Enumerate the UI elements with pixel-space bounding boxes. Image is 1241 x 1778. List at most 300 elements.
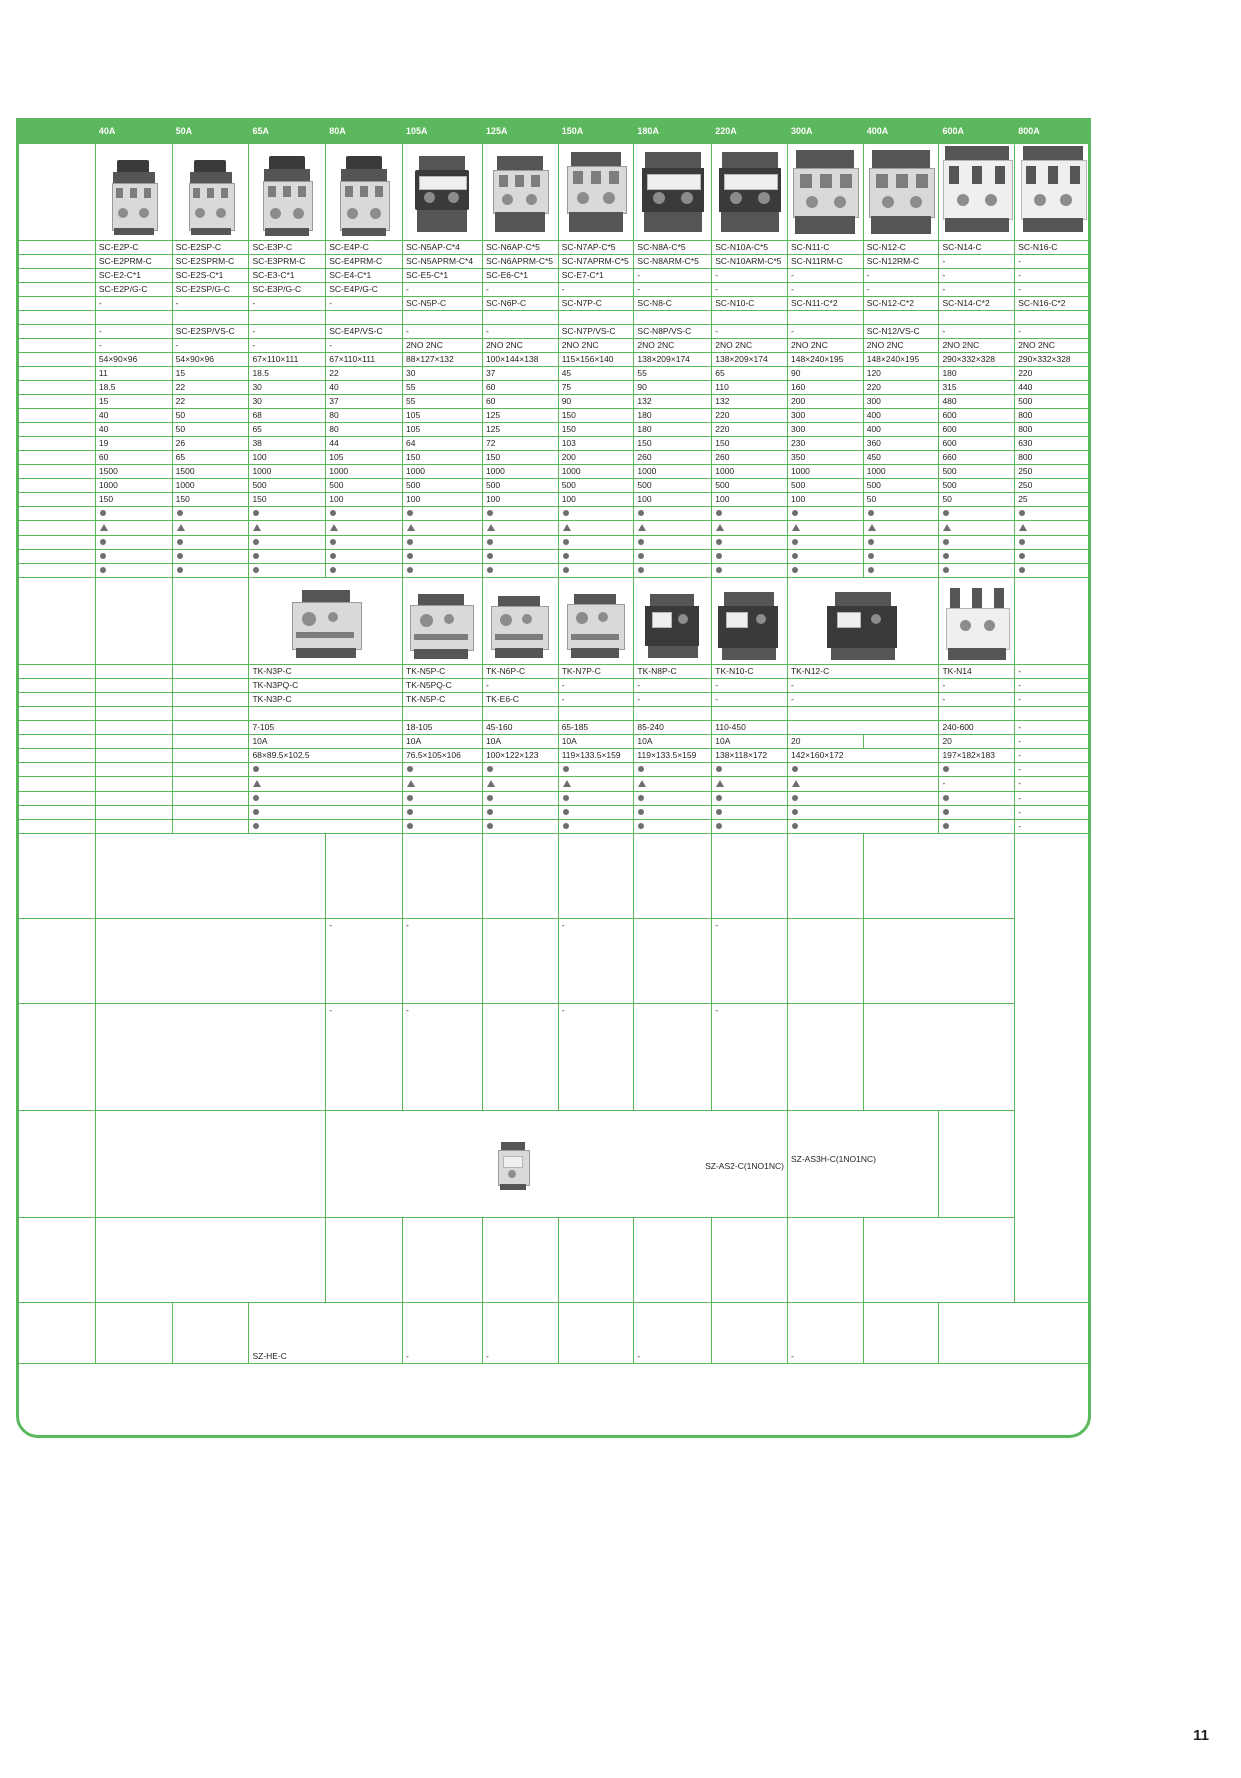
marker-cell xyxy=(326,521,403,536)
cell: 40 xyxy=(95,423,172,437)
table-row xyxy=(17,311,1091,325)
cell xyxy=(172,693,249,707)
filled-circle-icon xyxy=(716,795,722,801)
cell xyxy=(172,679,249,693)
triangle-icon xyxy=(792,780,800,787)
filled-circle-icon xyxy=(716,766,722,772)
cell xyxy=(95,707,172,721)
cell: 22 xyxy=(172,381,249,395)
cell: 44 xyxy=(326,437,403,451)
relay-row xyxy=(17,749,1091,763)
triangle-icon xyxy=(638,524,646,531)
aux-blank-left xyxy=(95,1111,325,1218)
cell: 250 xyxy=(1015,479,1091,493)
header-col-80a: 80A xyxy=(326,119,403,144)
row-label xyxy=(17,381,96,395)
marker-cell xyxy=(787,820,938,834)
filled-circle-icon xyxy=(407,567,413,573)
cell: SC-N12/VS-C xyxy=(863,325,939,339)
filled-circle-icon xyxy=(638,795,644,801)
cell: 100 xyxy=(634,493,712,507)
cell: SC-N6APRM-C*5 xyxy=(482,255,558,269)
cell: 37 xyxy=(482,367,558,381)
cell: 230 xyxy=(787,437,863,451)
marker-cell xyxy=(939,792,1015,806)
cell: 125 xyxy=(482,409,558,423)
cell: SC-N7P/VS-C xyxy=(558,325,634,339)
cell: 150 xyxy=(249,493,326,507)
cell: - xyxy=(863,283,939,297)
row-label xyxy=(17,269,96,283)
marker-cell xyxy=(482,507,558,521)
relay-row xyxy=(17,679,1091,693)
row-label xyxy=(17,353,96,367)
filled-circle-icon xyxy=(1019,567,1025,573)
cell: - xyxy=(939,269,1015,283)
marker-cell xyxy=(634,820,712,834)
cell: 65 xyxy=(249,423,326,437)
accessory-cell xyxy=(634,1004,712,1111)
cell: TK-N12-C xyxy=(787,665,938,679)
relay-photo-label xyxy=(17,578,96,665)
row-label xyxy=(17,1004,96,1111)
cell: 150 xyxy=(634,437,712,451)
cell: 50 xyxy=(172,409,249,423)
marker-cell xyxy=(712,792,788,806)
marker-cell xyxy=(558,763,634,777)
row-label xyxy=(17,409,96,423)
cell: 440 xyxy=(1015,381,1091,395)
cell xyxy=(95,1303,172,1364)
row-label xyxy=(17,665,96,679)
contactor-image-400a xyxy=(863,144,939,241)
cell: 1000 xyxy=(712,465,788,479)
cell xyxy=(482,311,558,325)
row-label xyxy=(17,792,96,806)
cell: SC-E7-C*1 xyxy=(558,269,634,283)
cell: - xyxy=(712,325,788,339)
cell: SC-N14-C xyxy=(939,241,1015,255)
relay-row xyxy=(17,735,1091,749)
cell: 500 xyxy=(558,479,634,493)
cell: 350 xyxy=(787,451,863,465)
cell: 138×118×172 xyxy=(712,749,788,763)
cell: - xyxy=(939,255,1015,269)
cell: 67×110×111 xyxy=(326,353,403,367)
table-row xyxy=(17,381,1091,395)
cell: SC-E2SPRM-C xyxy=(172,255,249,269)
filled-circle-icon xyxy=(716,809,722,815)
marker-cell xyxy=(787,564,863,578)
marker-cell xyxy=(482,536,558,550)
relay-photo-blank-40a xyxy=(95,578,172,665)
marker-cell xyxy=(558,777,634,792)
cell: 11 xyxy=(95,367,172,381)
marker-cell: - xyxy=(1015,806,1091,820)
relay-image-tk-n7p xyxy=(558,578,634,665)
marker-cell xyxy=(172,806,249,820)
cell: 1000 xyxy=(95,479,172,493)
triangle-icon xyxy=(177,524,185,531)
relay-image-tk-n5p xyxy=(403,578,483,665)
cell xyxy=(95,721,172,735)
table-row xyxy=(17,269,1091,283)
cell: 100×122×123 xyxy=(482,749,558,763)
cell: 80 xyxy=(326,409,403,423)
cell: - xyxy=(482,1303,558,1364)
marker-cell xyxy=(787,536,863,550)
cell: TK-N3P-C xyxy=(249,665,403,679)
cell: 60 xyxy=(95,451,172,465)
row-label xyxy=(17,367,96,381)
marker-cell xyxy=(634,550,712,564)
table-row xyxy=(17,409,1091,423)
cell: - xyxy=(634,693,712,707)
cell: - xyxy=(787,679,938,693)
contactor-image-600a xyxy=(939,144,1015,241)
cell: 64 xyxy=(403,437,483,451)
row-label xyxy=(17,763,96,777)
cell: - xyxy=(634,1303,712,1364)
cell: - xyxy=(403,325,483,339)
row-label xyxy=(17,550,96,564)
table-row xyxy=(17,325,1091,339)
cell xyxy=(249,707,403,721)
cell: SC-E2SP-C xyxy=(172,241,249,255)
filled-circle-icon xyxy=(487,809,493,815)
filled-circle-icon xyxy=(100,510,106,516)
filled-circle-icon xyxy=(943,567,949,573)
cell: 50 xyxy=(172,423,249,437)
cell: 300 xyxy=(863,395,939,409)
cell: 180 xyxy=(634,423,712,437)
marker-cell xyxy=(482,792,558,806)
table-row xyxy=(17,353,1091,367)
cell: SC-E2SP/VS-C xyxy=(172,325,249,339)
cell: 132 xyxy=(634,395,712,409)
cell: 260 xyxy=(634,451,712,465)
cell: 220 xyxy=(1015,367,1091,381)
table-row xyxy=(17,479,1091,493)
row-label xyxy=(17,465,96,479)
marker-cell xyxy=(558,806,634,820)
cell: 150 xyxy=(712,437,788,451)
contactor-photo-row xyxy=(17,144,1091,241)
cell xyxy=(558,311,634,325)
cell: 300 xyxy=(787,423,863,437)
filled-circle-icon xyxy=(100,553,106,559)
row-label xyxy=(17,564,96,578)
cell: SC-E4PRM-C xyxy=(326,255,403,269)
cell xyxy=(558,707,634,721)
marker-cell xyxy=(939,564,1015,578)
cell: 19 xyxy=(95,437,172,451)
cell xyxy=(403,311,483,325)
cell: TK-N5P-C xyxy=(403,693,483,707)
cell: 150 xyxy=(95,493,172,507)
marker-cell xyxy=(172,820,249,834)
cell: 110-450 xyxy=(712,721,788,735)
marker-cell xyxy=(403,763,483,777)
contactor-image-40a xyxy=(95,144,172,241)
marker-cell xyxy=(787,806,938,820)
marker-cell xyxy=(787,521,863,536)
table-header-row xyxy=(17,119,1091,144)
row-label xyxy=(17,919,96,1004)
marker-cell xyxy=(939,507,1015,521)
header-col-65a: 65A xyxy=(249,119,326,144)
row-label xyxy=(17,423,96,437)
cell: SC-E2SP/G-C xyxy=(172,283,249,297)
marker-cell xyxy=(634,806,712,820)
accessory-cell: - xyxy=(326,1004,403,1111)
cell: SC-N10-C xyxy=(712,297,788,311)
relay-photo-blank-800a xyxy=(1015,578,1091,665)
cell xyxy=(95,311,172,325)
accessory-cell: - xyxy=(712,1004,788,1111)
cell: SC-E4P-C xyxy=(326,241,403,255)
accessory-cell xyxy=(634,919,712,1004)
contactor-image-50a xyxy=(172,144,249,241)
relay-marker-row xyxy=(17,820,1091,834)
filled-circle-icon xyxy=(253,567,259,573)
cell: - xyxy=(1015,693,1091,707)
relay-marker-row xyxy=(17,792,1091,806)
row-label xyxy=(17,493,96,507)
cell: 105 xyxy=(326,451,403,465)
row-label xyxy=(17,437,96,451)
cell: 800 xyxy=(1015,451,1091,465)
marker-cell: - xyxy=(939,777,1015,792)
row-label xyxy=(17,679,96,693)
accessory-cell: - xyxy=(558,1004,634,1111)
cell: 80 xyxy=(326,423,403,437)
relay-row xyxy=(17,693,1091,707)
cell xyxy=(634,311,712,325)
cell: - xyxy=(787,325,863,339)
marker-cell xyxy=(482,550,558,564)
cell: 1000 xyxy=(482,465,558,479)
filled-circle-icon xyxy=(563,823,569,829)
cell: SC-E3-C*1 xyxy=(249,269,326,283)
marker-cell xyxy=(403,777,483,792)
cell: 1500 xyxy=(172,465,249,479)
header-col-180a: 180A xyxy=(634,119,712,144)
filled-circle-icon xyxy=(487,823,493,829)
cell: TK-N5PQ-C xyxy=(403,679,483,693)
accessory-cell: - xyxy=(326,919,403,1004)
cell: 1000 xyxy=(634,465,712,479)
filled-circle-icon xyxy=(716,567,722,573)
cell: 800 xyxy=(1015,423,1091,437)
cell: SC-N11-C xyxy=(787,241,863,255)
accessory-cell xyxy=(787,834,863,919)
marker-cell xyxy=(939,806,1015,820)
triangle-icon xyxy=(100,524,108,531)
row-label xyxy=(17,507,96,521)
cell: - xyxy=(1015,679,1091,693)
marker-cell xyxy=(712,564,788,578)
cell: 500 xyxy=(403,479,483,493)
filled-circle-icon xyxy=(563,539,569,545)
cell: 500 xyxy=(787,479,863,493)
aux-sz-as3h-cell xyxy=(787,1111,938,1218)
marker-cell xyxy=(558,521,634,536)
cell: 200 xyxy=(558,451,634,465)
cell xyxy=(558,1303,634,1364)
aux-sz-as2-cell xyxy=(326,1111,788,1218)
cell: 119×133.5×159 xyxy=(558,749,634,763)
marker-cell xyxy=(326,536,403,550)
cell: 10A xyxy=(482,735,558,749)
cell: TK-N10-C xyxy=(712,665,788,679)
cell: 18.5 xyxy=(95,381,172,395)
table-row xyxy=(17,423,1091,437)
cell: 150 xyxy=(482,451,558,465)
triangle-icon xyxy=(487,780,495,787)
filled-circle-icon xyxy=(868,510,874,516)
cell: 197×182×183 xyxy=(939,749,1015,763)
cell: SC-N8-C xyxy=(634,297,712,311)
cell: - xyxy=(939,693,1015,707)
accessory-blank-left xyxy=(95,919,325,1004)
relay-image-tk-n3p xyxy=(249,578,403,665)
cell: 7-105 xyxy=(249,721,403,735)
table-row xyxy=(17,437,1091,451)
marker-cell xyxy=(326,564,403,578)
cell: 72 xyxy=(482,437,558,451)
cell: 2NO 2NC xyxy=(558,339,634,353)
cell: - xyxy=(558,679,634,693)
relay-image-tk-n8p xyxy=(634,578,712,665)
filled-circle-icon xyxy=(253,823,259,829)
cell: 1000 xyxy=(558,465,634,479)
filled-circle-icon xyxy=(1019,539,1025,545)
cell: 260 xyxy=(712,451,788,465)
filled-circle-icon xyxy=(100,567,106,573)
marker-cell xyxy=(95,507,172,521)
cell: 290×332×328 xyxy=(1015,353,1091,367)
cell xyxy=(787,311,863,325)
cell: 45-160 xyxy=(482,721,558,735)
cell: - xyxy=(863,269,939,283)
table-row xyxy=(17,283,1091,297)
cell: 10A xyxy=(403,735,483,749)
filled-circle-icon xyxy=(1019,510,1025,516)
cell: 67×110×111 xyxy=(249,353,326,367)
cell xyxy=(172,707,249,721)
cell: 600 xyxy=(939,423,1015,437)
cell: - xyxy=(1015,749,1091,763)
cell: 115×156×140 xyxy=(558,353,634,367)
filled-circle-icon xyxy=(638,823,644,829)
cell: 119×133.5×159 xyxy=(634,749,712,763)
cell: 1000 xyxy=(326,465,403,479)
accessory-row xyxy=(17,834,1091,919)
marker-cell xyxy=(863,564,939,578)
marker-cell xyxy=(95,521,172,536)
header-col-400a: 400A xyxy=(863,119,939,144)
cell: - xyxy=(403,1303,483,1364)
marker-cell xyxy=(403,507,483,521)
cell: 800 xyxy=(1015,409,1091,423)
cell: - xyxy=(1015,269,1091,283)
cell: - xyxy=(787,693,938,707)
relay-photo-blank-50a xyxy=(172,578,249,665)
cell xyxy=(863,735,939,749)
cell: 18-105 xyxy=(403,721,483,735)
filled-circle-icon xyxy=(868,553,874,559)
header-col-150a: 150A xyxy=(558,119,634,144)
cell: SC-N16-C xyxy=(1015,241,1091,255)
row-label xyxy=(17,707,96,721)
marker-row xyxy=(17,564,1091,578)
marker-cell xyxy=(787,792,938,806)
filled-circle-icon xyxy=(487,553,493,559)
marker-cell xyxy=(1015,564,1091,578)
cell: SC-N6P-C xyxy=(482,297,558,311)
filled-circle-icon xyxy=(638,809,644,815)
row-label xyxy=(17,521,96,536)
marker-cell xyxy=(634,777,712,792)
accessory-cell xyxy=(558,834,634,919)
cell xyxy=(712,1303,788,1364)
filled-circle-icon xyxy=(253,553,259,559)
row-label xyxy=(17,395,96,409)
accessory-cell xyxy=(863,834,1014,919)
cell: 100 xyxy=(326,493,403,507)
triangle-icon xyxy=(253,524,261,531)
contactor-spec-table xyxy=(16,118,1091,1364)
cell: - xyxy=(95,297,172,311)
marker-cell: - xyxy=(1015,820,1091,834)
cell: 1000 xyxy=(863,465,939,479)
marker-cell xyxy=(634,763,712,777)
filled-circle-icon xyxy=(716,553,722,559)
marker-cell xyxy=(95,564,172,578)
header-blank-cell xyxy=(17,119,96,144)
marker-cell: - xyxy=(1015,763,1091,777)
cell: SC-N12-C xyxy=(863,241,939,255)
cell: 2NO 2NC xyxy=(482,339,558,353)
marker-cell xyxy=(249,820,403,834)
filled-circle-icon xyxy=(792,795,798,801)
cell: 315 xyxy=(939,381,1015,395)
cell: 500 xyxy=(634,479,712,493)
table-row xyxy=(17,241,1091,255)
cell: SC-N10A-C*5 xyxy=(712,241,788,255)
cell: SC-N5P-C xyxy=(403,297,483,311)
cell: 54×90×96 xyxy=(172,353,249,367)
cell: SC-E5-C*1 xyxy=(403,269,483,283)
accessory-cell xyxy=(482,834,558,919)
marker-cell xyxy=(249,806,403,820)
cell: 500 xyxy=(863,479,939,493)
cell: SC-N14-C*2 xyxy=(939,297,1015,311)
cell: 88×127×132 xyxy=(403,353,483,367)
cell: 60 xyxy=(482,395,558,409)
filled-circle-icon xyxy=(563,766,569,772)
cell: SC-N11RM-C xyxy=(787,255,863,269)
cell: 1500 xyxy=(95,465,172,479)
cell: SC-E4P/G-C xyxy=(326,283,403,297)
cell: SC-N8P/VS-C xyxy=(634,325,712,339)
cell: 15 xyxy=(172,367,249,381)
cell: 2NO 2NC xyxy=(939,339,1015,353)
marker-cell xyxy=(939,763,1015,777)
accessory-row xyxy=(17,1004,1091,1111)
relay-marker-row xyxy=(17,806,1091,820)
